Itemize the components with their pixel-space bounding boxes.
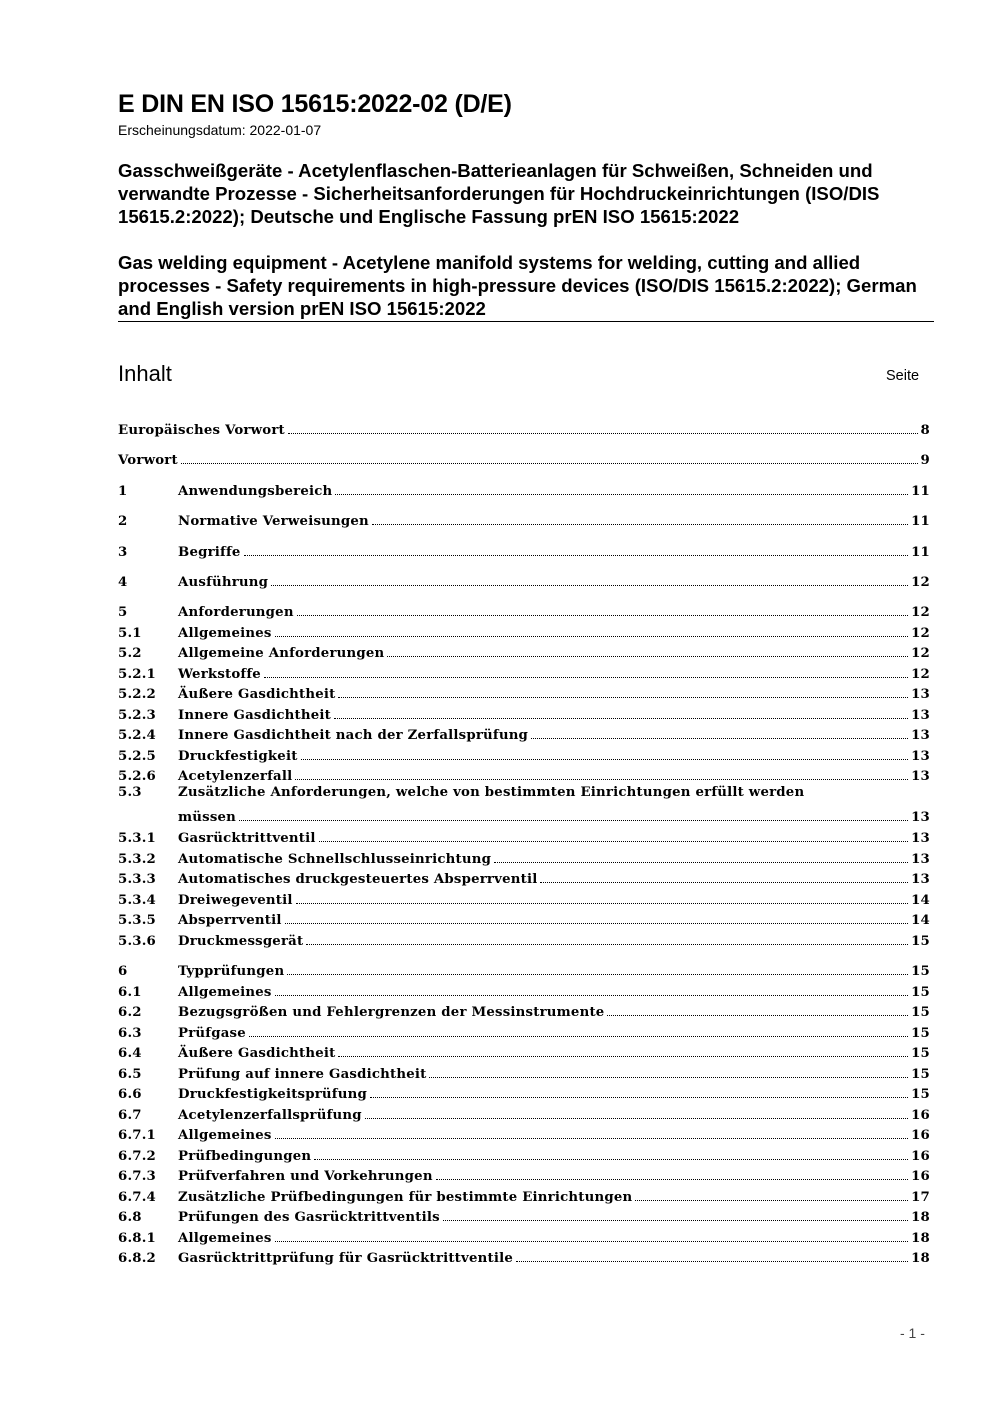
toc-entry[interactable] xyxy=(118,600,930,620)
title-english: Gas welding equipment - Acetylene manifold systems for welding, cutting and allied processes - Safety requirements in high-pressure devices (ISO/DIS 15615.2:2022); German and English version prEN ISO 15615:2022 xyxy=(118,252,917,319)
toc-entry-number: 5.3.3 xyxy=(118,872,157,887)
toc-entry[interactable] xyxy=(118,1144,930,1164)
toc-entry-number: 5.3.5 xyxy=(118,913,157,928)
toc-leader-dots xyxy=(314,1159,908,1160)
toc-entry-label: Prüfbedingungen xyxy=(178,1149,312,1164)
toc-entry-label: Vorwort xyxy=(118,453,178,468)
toc-entry-label: Automatisches druckgesteuertes Absperrventil xyxy=(178,872,538,887)
toc-entry[interactable] xyxy=(118,1041,930,1061)
toc-entry-number: 5.2.6 xyxy=(118,769,157,784)
toc-entry-page: 16 xyxy=(911,1149,930,1164)
toc-leader-dots xyxy=(494,862,908,863)
toc-entry-page: 15 xyxy=(911,985,930,1000)
toc-entry[interactable] xyxy=(118,1205,930,1225)
toc-entry-number: 6.3 xyxy=(118,1026,142,1041)
toc-entry-number: 5.2.4 xyxy=(118,728,157,743)
toc-leader-dots xyxy=(516,1261,908,1262)
toc-entry[interactable] xyxy=(118,764,930,784)
toc-leader-dots xyxy=(335,494,908,495)
toc-entry[interactable] xyxy=(118,980,930,1000)
toc-entry-page: 16 xyxy=(911,1128,930,1143)
toc-entry-label: Prüfgase xyxy=(178,1026,246,1041)
toc-entry-page: 16 xyxy=(911,1169,930,1184)
toc-entry-page: 9 xyxy=(920,453,930,468)
toc-entry-label: Allgemeine Anforderungen xyxy=(178,646,385,661)
toc-entry-label: Bezugsgrößen und Fehlergrenzen der Messinstrumente xyxy=(178,1005,605,1020)
toc-entry-page: 18 xyxy=(911,1251,930,1266)
toc-entry-page: 11 xyxy=(911,514,930,529)
toc-entry-label: Äußere Gasdichtheit xyxy=(178,687,336,702)
toc-entry[interactable] xyxy=(118,1000,930,1020)
toc-entry-page: 12 xyxy=(911,626,930,641)
toc-leader-dots xyxy=(271,585,908,586)
toc-entry[interactable] xyxy=(118,418,930,438)
toc-leader-dots xyxy=(370,1097,908,1098)
toc-entry[interactable] xyxy=(118,1123,930,1143)
toc-entry-label: Innere Gasdichtheit xyxy=(178,708,331,723)
toc-entry[interactable] xyxy=(118,908,930,928)
toc-entry-page: 11 xyxy=(911,484,930,499)
toc-entry-number: 5.3.6 xyxy=(118,934,157,949)
toc-entry[interactable] xyxy=(118,703,930,723)
toc-entry-number: 6.7.1 xyxy=(118,1128,157,1143)
toc-entry[interactable] xyxy=(118,540,930,560)
toc-leader-dots xyxy=(249,1036,908,1037)
toc-entry-number: 3 xyxy=(118,545,128,560)
toc-entry-page: 17 xyxy=(911,1190,930,1205)
toc-leader-dots xyxy=(319,841,908,842)
toc-leader-dots xyxy=(334,718,908,719)
toc-leader-dots xyxy=(264,677,908,678)
toc-entry[interactable] xyxy=(118,1021,930,1041)
toc-leader-dots xyxy=(301,759,909,760)
toc-entry-page: 15 xyxy=(911,964,930,979)
toc-leader-dots xyxy=(443,1220,908,1221)
toc-entry-label: Prüfung auf innere Gasdichtheit xyxy=(178,1067,427,1082)
toc-entry[interactable] xyxy=(118,888,930,908)
toc-entry-page: 13 xyxy=(911,769,930,784)
toc-entry-number: 6.6 xyxy=(118,1087,142,1102)
toc-entry-number: 6.2 xyxy=(118,1005,142,1020)
toc-entry-number: 5.2.5 xyxy=(118,749,157,764)
toc-entry[interactable] xyxy=(118,1185,930,1205)
toc-entry-number: 1 xyxy=(118,484,128,499)
toc-entry-number: 6.8 xyxy=(118,1210,142,1225)
toc-entry-label: Druckfestigkeitsprüfung xyxy=(178,1087,367,1102)
toc-entry-number: 6.7.4 xyxy=(118,1190,157,1205)
toc-entry-label: Werkstoffe xyxy=(178,667,261,682)
page-number: - 1 - xyxy=(900,1325,925,1341)
toc-entry-page: 12 xyxy=(911,667,930,682)
toc-entry[interactable] xyxy=(118,867,930,887)
toc-leader-dots xyxy=(295,779,908,780)
toc-entry-label: Typprüfungen xyxy=(178,964,285,979)
toc-entry-number: 5.1 xyxy=(118,626,142,641)
toc-entry[interactable] xyxy=(118,1062,930,1082)
toc-entry-label: Gasrücktrittprüfung für Gasrücktrittventile xyxy=(178,1251,513,1266)
toc-entry-number: 6.1 xyxy=(118,985,142,1000)
toc-entry-label: Anforderungen xyxy=(178,605,294,620)
toc-entry-label: Acetylenzerfallsprüfung xyxy=(178,1108,362,1123)
toc-entry-number: 6.4 xyxy=(118,1046,142,1061)
toc-leader-dots xyxy=(436,1179,908,1180)
toc-entry-page: 15 xyxy=(911,934,930,949)
toc-leader-dots xyxy=(429,1077,908,1078)
toc-leader-dots xyxy=(297,615,908,616)
publication-date: Erscheinungsdatum: 2022-01-07 xyxy=(118,122,322,138)
toc-entry-number: 6.7 xyxy=(118,1108,142,1123)
toc-entry[interactable] xyxy=(118,723,930,743)
toc-entry-label: Anwendungsbereich xyxy=(178,484,333,499)
toc-entry[interactable] xyxy=(118,448,930,468)
toc-entry[interactable] xyxy=(118,1226,930,1246)
toc-leader-dots xyxy=(635,1200,908,1201)
toc-entry[interactable] xyxy=(118,621,930,641)
toc-entry-label: Dreiwegeventil xyxy=(178,893,293,908)
toc-leader-dots xyxy=(239,820,908,821)
toc-entry-number: 5.3.4 xyxy=(118,893,157,908)
toc-leader-dots xyxy=(275,636,909,637)
toc-entry[interactable] xyxy=(118,1082,930,1102)
toc-entry-label: Allgemeines xyxy=(178,1231,272,1246)
toc-entry-page: 11 xyxy=(911,545,930,560)
toc-entry-label: Prüfverfahren und Vorkehrungen xyxy=(178,1169,433,1184)
toc-leader-dots xyxy=(387,656,908,657)
toc-entry-page: 12 xyxy=(911,605,930,620)
toc-entry-page: 8 xyxy=(920,423,930,438)
toc-leader-dots xyxy=(275,1241,909,1242)
toc-entry-number: 5.3.1 xyxy=(118,831,157,846)
toc-entry-number: 4 xyxy=(118,575,128,590)
toc-entry-page: 13 xyxy=(911,872,930,887)
toc-entry-page: 15 xyxy=(911,1005,930,1020)
toc-entry-label: Acetylenzerfall xyxy=(178,769,293,784)
toc-entry-label: Druckfestigkeit xyxy=(178,749,298,764)
toc-leader-dots xyxy=(607,1015,908,1016)
toc-leader-dots xyxy=(285,923,909,924)
toc-entry-number: 5.2.1 xyxy=(118,667,157,682)
toc-entry-number: 6.7.3 xyxy=(118,1169,157,1184)
toc-entry-page: 12 xyxy=(911,575,930,590)
toc-entry-page: 13 xyxy=(911,810,930,825)
toc-entry[interactable] xyxy=(118,959,930,979)
toc-entry-label: Gasrücktrittventil xyxy=(178,831,316,846)
toc-entry-label-continued: müssen xyxy=(178,810,237,825)
toc-entry-page: 15 xyxy=(911,1087,930,1102)
toc-entry-page: 18 xyxy=(911,1231,930,1246)
toc-leader-dots xyxy=(372,524,908,525)
toc-entry[interactable] xyxy=(118,1164,930,1184)
toc-leader-dots xyxy=(365,1118,908,1119)
toc-entry-number: 6 xyxy=(118,964,128,979)
toc-leader-dots xyxy=(244,555,909,556)
toc-leader-dots xyxy=(287,974,908,975)
toc-entry-page: 13 xyxy=(911,749,930,764)
toc-entry[interactable] xyxy=(118,682,930,702)
toc-entry-number: 5.2 xyxy=(118,646,142,661)
title-german: Gasschweißgeräte - Acetylenflaschen-Batterieanlagen für Schweißen, Schneiden und verwandte Prozesse - Sicherheitsanforderungen für Hochdruckeinrichtungen (ISO/DIS 15615.2:2022); Deutsche und Englische Fassung prEN ISO 15615:2022 xyxy=(118,160,880,227)
toc-entry-page: 13 xyxy=(911,831,930,846)
toc-entry-page: 15 xyxy=(911,1046,930,1061)
toc-entry-label: Innere Gasdichtheit nach der Zerfallsprüfung xyxy=(178,728,529,743)
toc-entry-page: 15 xyxy=(911,1067,930,1082)
toc-entry-label: Normative Verweisungen xyxy=(178,514,369,529)
toc-entry-label: Allgemeines xyxy=(178,985,272,1000)
toc-entry-label: Absperrventil xyxy=(178,913,282,928)
toc-entry-page: 14 xyxy=(911,913,930,928)
toc-entry-label: Ausführung xyxy=(178,575,269,590)
toc-entry-number: 6.7.2 xyxy=(118,1149,157,1164)
toc-entry-number: 5.3.2 xyxy=(118,852,157,867)
toc-leader-dots xyxy=(275,1138,909,1139)
toc-entry[interactable] xyxy=(118,1103,930,1123)
toc-leader-dots xyxy=(306,944,908,945)
toc-entry[interactable] xyxy=(118,509,930,529)
toc-leader-dots xyxy=(338,1056,908,1057)
toc-entry[interactable] xyxy=(118,744,930,764)
toc-entry-label: Europäisches Vorwort xyxy=(118,423,285,438)
toc-entry[interactable] xyxy=(118,785,930,825)
toc-entry-page: 13 xyxy=(911,728,930,743)
toc-entry-label: Allgemeines xyxy=(178,626,272,641)
toc-entry[interactable] xyxy=(118,662,930,682)
toc-entry[interactable] xyxy=(118,847,930,867)
toc-entry-number: 6.8.2 xyxy=(118,1251,157,1266)
toc-entry[interactable] xyxy=(118,1246,930,1266)
toc-entry-number: 5.2.2 xyxy=(118,687,157,702)
toc-entry-label: Prüfungen des Gasrücktrittventils xyxy=(178,1210,440,1225)
toc-entry-page: 16 xyxy=(911,1108,930,1123)
toc-entry-label: Begriffe xyxy=(178,545,241,560)
toc-entry-number: 5 xyxy=(118,605,128,620)
toc-leader-dots xyxy=(275,995,909,996)
toc-entry-page: 12 xyxy=(911,646,930,661)
toc-leader-dots xyxy=(531,738,908,739)
toc-leader-dots xyxy=(540,882,908,883)
toc-entry-label: Allgemeines xyxy=(178,1128,272,1143)
toc-entry-number: 2 xyxy=(118,514,128,529)
toc-leader-dots xyxy=(288,433,918,434)
toc-entry-label: Äußere Gasdichtheit xyxy=(178,1046,336,1061)
toc-entry-number: 5.2.3 xyxy=(118,708,157,723)
toc-entry-page: 14 xyxy=(911,893,930,908)
toc-leader-dots xyxy=(338,697,908,698)
toc-entry-page: 13 xyxy=(911,687,930,702)
title-divider xyxy=(118,321,934,322)
toc-entry-label: Zusätzliche Anforderungen, welche von bestimmten Einrichtungen erfüllt werden xyxy=(178,785,805,800)
toc-entry-number: 6.8.1 xyxy=(118,1231,157,1246)
toc-entry-page: 13 xyxy=(911,852,930,867)
toc-leader-dots xyxy=(296,903,908,904)
toc-entry[interactable] xyxy=(118,570,930,590)
toc-entry-page: 15 xyxy=(911,1026,930,1041)
toc-entry-label: Druckmessgerät xyxy=(178,934,304,949)
toc-entry-label: Zusätzliche Prüfbedingungen für bestimmte Einrichtungen xyxy=(178,1190,633,1205)
toc-entry-number: 5.3 xyxy=(118,785,142,800)
toc-entry[interactable] xyxy=(118,826,930,846)
toc-leader-dots xyxy=(181,463,918,464)
toc-entry-page: 13 xyxy=(911,708,930,723)
toc-entry-number: 6.5 xyxy=(118,1067,142,1082)
toc-page-column-heading: Seite xyxy=(886,368,920,384)
toc-entry-label: Automatische Schnellschlusseinrichtung xyxy=(178,852,492,867)
toc-entry-page: 18 xyxy=(911,1210,930,1225)
document-identifier: E DIN EN ISO 15615:2022-02 (D/E) xyxy=(118,90,512,118)
toc-entry[interactable] xyxy=(118,479,930,499)
toc-heading: Inhalt xyxy=(118,361,172,386)
toc-entry[interactable] xyxy=(118,641,930,661)
toc-entry[interactable] xyxy=(118,929,930,949)
